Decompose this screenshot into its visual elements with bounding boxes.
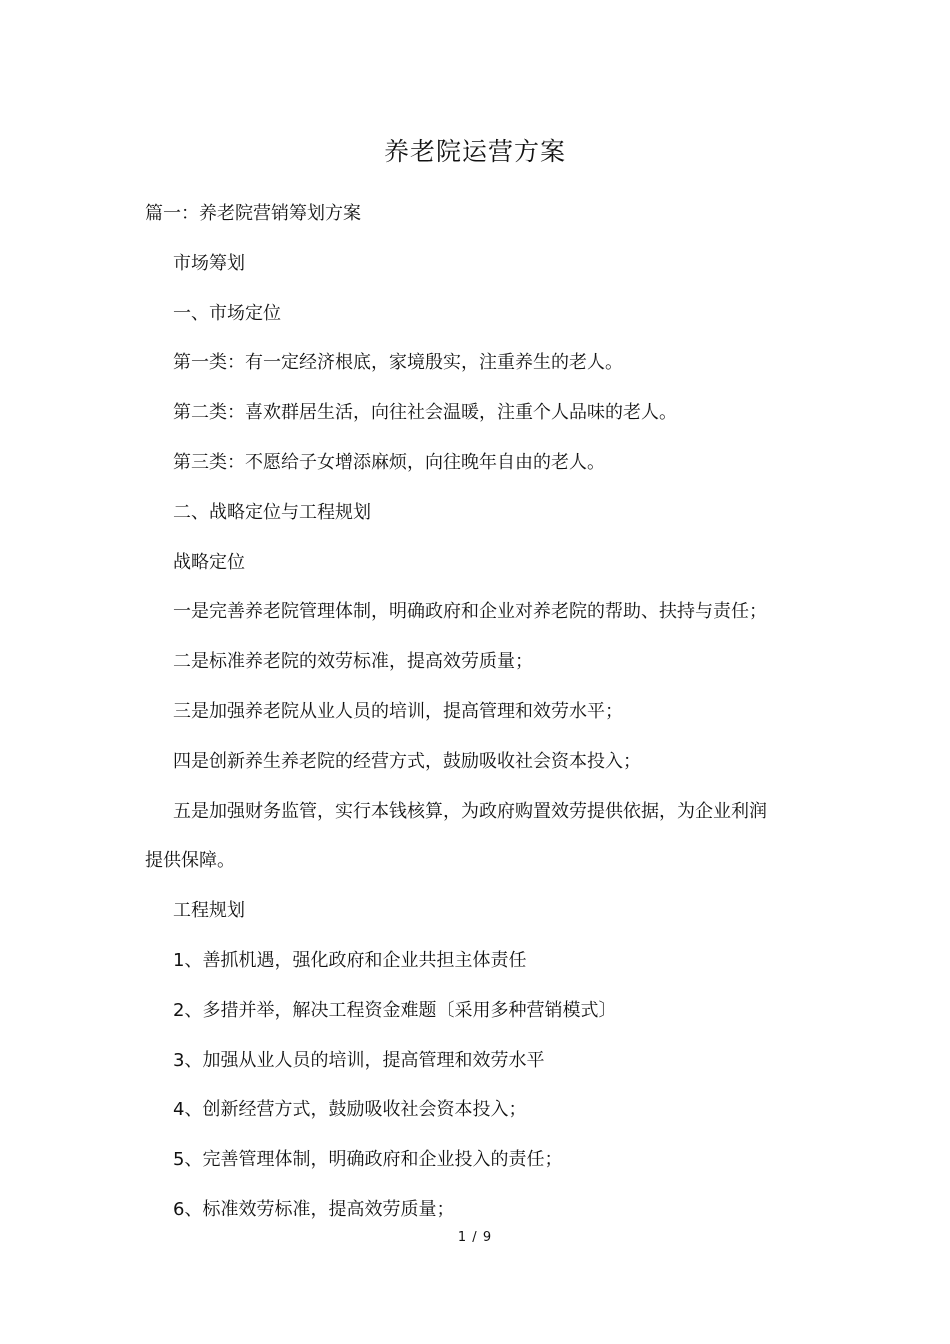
paragraph: 第二类：喜欢群居生活，向往社会温暖，注重个人品味的老人。 xyxy=(173,402,677,424)
paragraph: 第一类：有一定经济根底，家境殷实，注重养生的老人。 xyxy=(173,352,623,374)
document-title: 养老院运营方案 xyxy=(383,137,566,166)
paragraph: 三是加强养老院从业人员的培训，提高管理和效劳水平； xyxy=(173,700,623,722)
document-body xyxy=(145,200,825,1246)
paragraph: 五是加强财务监管，实行本钱核算，为政府购置效劳提供依据，为企业利润 xyxy=(173,800,767,822)
paragraph: 二是标准养老院的效劳标准，提高效劳质量； xyxy=(173,651,533,673)
subsection-heading: 市场筹划 xyxy=(173,252,245,274)
paragraph-continuation: 提供保障。 xyxy=(145,850,235,872)
section-heading: 篇一：养老院营销筹划方案 xyxy=(145,203,361,224)
list-item: 6、标准效劳标准，提高效劳质量； xyxy=(173,1198,455,1220)
paragraph: 一是完善养老院管理体制，明确政府和企业对养老院的帮助、扶持与责任； xyxy=(173,601,767,623)
subsection-heading: 二、战略定位与工程规划 xyxy=(173,501,371,523)
list-item: 2、多措并举，解决工程资金难题〔采用多种营销模式〕 xyxy=(173,999,617,1021)
subsection-heading: 工程规划 xyxy=(173,900,245,922)
paragraph: 第三类：不愿给子女增添麻烦，向往晚年自由的老人。 xyxy=(173,451,605,473)
list-item: 3、加强从业人员的培训，提高管理和效劳水平 xyxy=(173,1049,545,1071)
subsection-heading: 一、市场定位 xyxy=(173,302,281,324)
page-number: 1 / 9 xyxy=(457,1230,493,1245)
list-item: 4、创新经营方式，鼓励吸收社会资本投入； xyxy=(173,1099,527,1121)
list-item: 1、善抓机遇，强化政府和企业共担主体责任 xyxy=(173,949,527,971)
list-item: 5、完善管理体制，明确政府和企业投入的责任； xyxy=(173,1149,563,1171)
subsection-heading: 战略定位 xyxy=(173,551,245,573)
paragraph: 四是创新养生养老院的经营方式，鼓励吸收社会资本投入； xyxy=(173,750,641,772)
